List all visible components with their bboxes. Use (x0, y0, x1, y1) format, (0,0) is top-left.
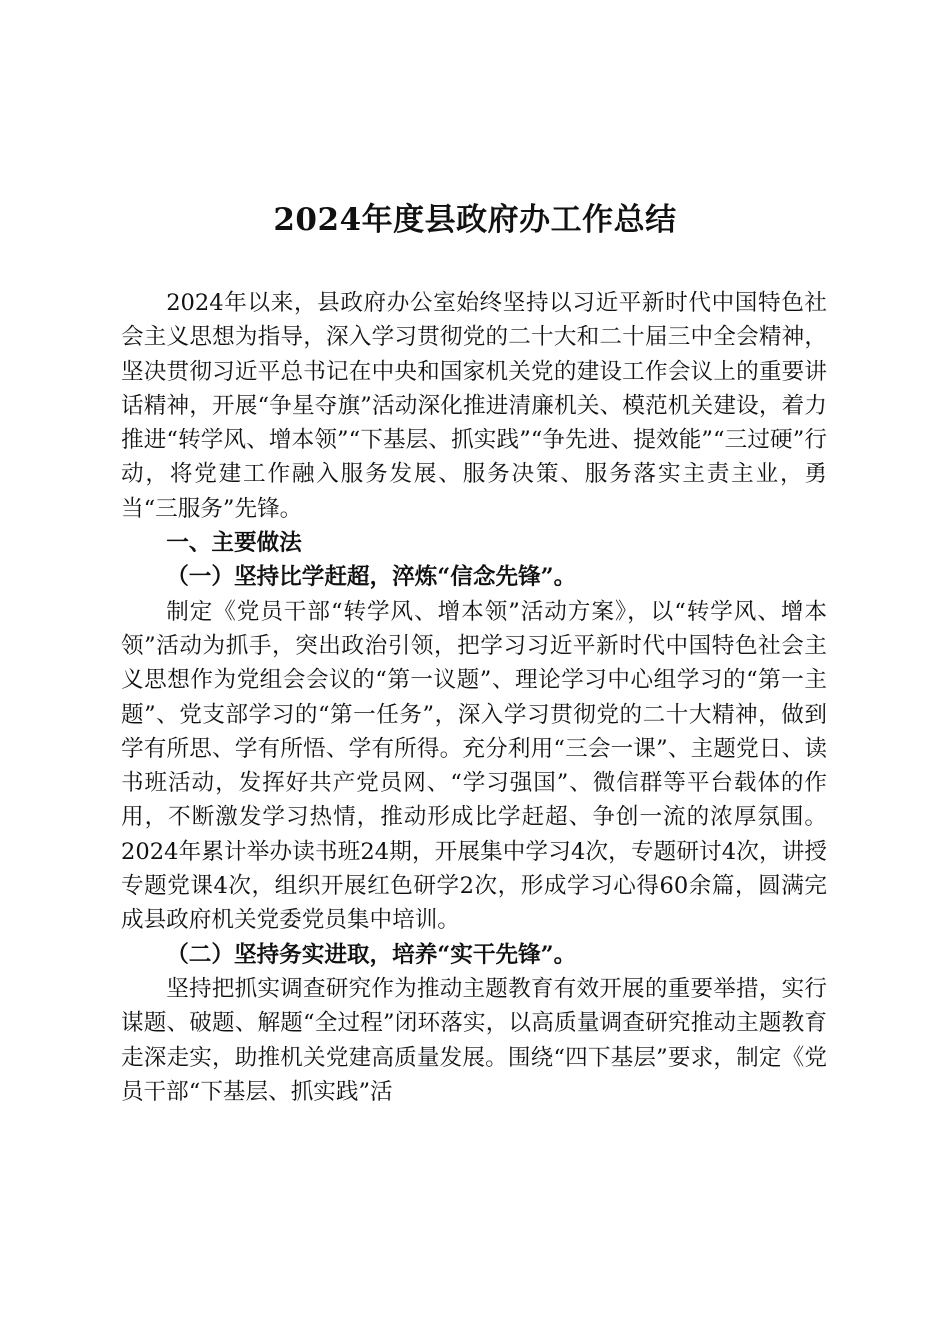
section-heading-main-practices: 一、主要做法 (166, 530, 302, 557)
intro-paragraph: 2024年以来，县政府办公室始终坚持以习近平新时代中国特色社会主义思想为指导，深入学习贯彻党的二十大和二十届三中全会精神，坚决贯彻习近平总书记在中央和国家机关党的建设工作会议上的重要讲话精神，开展“争星夺旗”活动深化推进清廉机关、模范机关建设，着力推进“转学风、增本领”“下基层、抓实践”“争先进、提效能”“三过硬”行动，将党建工作融入服务发展、服务决策、服务落实主责主业，勇当“三服务”先锋。 (121, 290, 827, 522)
document-body (121, 286, 827, 1109)
subsection-1-paragraph: 制定《党员干部“转学风、增本领”活动方案》，以“转学风、增本领”活动为抓手，突出政治引领，把学习习近平新时代中国特色社会主义思想作为党组会会议的“第一议题”、理论学习中心组学习的“第一主题”、党支部学习的“第一任务”，深入学习贯彻党的二十大精神，做到学有所思、学有所悟、学有所得。充分利用“三会一课”、主题党日、读书班活动，发挥好共产党员网、“学习强国”、微信群等平台载体的作用，不断激发学习热情，推动形成比学赶超、争创一流的浓厚氛围。2024年累计举办读书班24期，开展集中学习4次，专题研讨4次，讲授专题党课4次，组织开展红色研学2次，形成学习心得60余篇，圆满完成县政府机关党委党员集中培训。 (121, 598, 827, 934)
subsection-2-paragraph: 坚持把抓实调查研究作为推动主题教育有效开展的重要举措，实行谋题、破题、解题“全过程”闭环落实，以高质量调查研究推动主题教育走深走实，助推机关党建高质量发展。围绕“四下基层”要求，制定《党员干部“下基层、抓实践”活 (121, 975, 827, 1105)
subsection-heading-2: （二）坚持务实进取，培养“实干先锋”。 (166, 941, 577, 968)
document-title: 2024年度县政府办工作总结 (273, 202, 677, 238)
subsection-heading-1: （一）坚持比学赶超，淬炼“信念先锋”。 (166, 564, 577, 591)
